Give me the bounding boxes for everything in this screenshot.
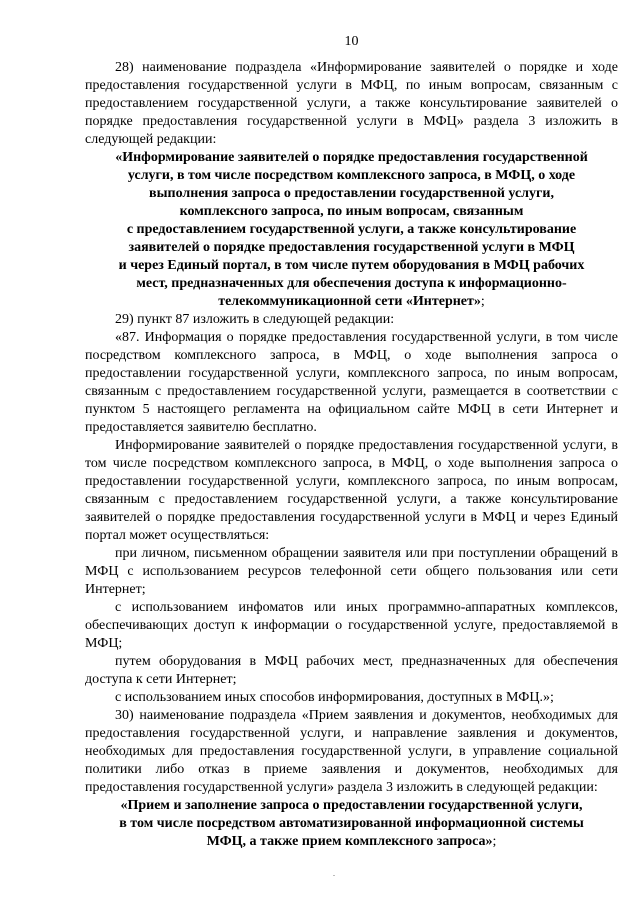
heading-line: заявителей о порядке предоставления государственной услуги в МФЦ <box>128 240 575 255</box>
paragraph-personal-appeal: при личном, письменном обращении заявителя или при поступлении обращений в МФЦ с использованием ресурсов телефонной сети общего пользования или сети Интернет; <box>85 546 618 597</box>
heading-line: выполнения запроса о предоставлении государственной услуги, <box>149 186 554 201</box>
heading-informing <box>85 149 618 311</box>
page-number: 10 <box>344 34 359 49</box>
paragraph-28: 28) наименование подраздела «Информирование заявителей о порядке и ходе предоставления государственной услуги в МФЦ, по иным вопросам, связанным с предоставлением государственной услуги, а также консультирование заявителей о порядке предоставления государственной услуги в МФЦ» раздела 3 изложить в следующей редакции: <box>85 60 618 147</box>
heading-line: с предоставлением государственной услуги, а также консультирование <box>126 222 577 237</box>
scan-speck <box>333 875 335 876</box>
heading-line: «Информирование заявителей о порядке предоставления государственной <box>115 150 588 165</box>
heading-line: в том числе посредством автоматизированной информационной системы <box>119 816 584 831</box>
heading-line: «Прием и заполнение запроса о предоставлении государственной услуги, <box>120 798 583 813</box>
heading-tail: ; <box>492 834 497 849</box>
heading-last-line <box>85 833 618 851</box>
paragraph-29: 29) пункт 87 изложить в следующей редакции: <box>115 312 395 327</box>
paragraph-workplaces: путем оборудования в МФЦ рабочих мест, предназначенных для обеспечения доступа к сети Интернет; <box>85 654 618 687</box>
heading-tail: ; <box>480 294 485 309</box>
paragraph-30: 30) наименование подраздела «Прием заявления и документов, необходимых для предоставления государственной услуги, и направление заявления и документов, необходимых для предоставления государственной услуги, в управление социальной политики либо отказ в приеме заявления и документов, необходимых для предоставления государственной услуги» раздела 3 изложить в следующей редакции: <box>85 708 618 795</box>
heading-line: комплексного запроса, по иным вопросам, связанным <box>179 204 524 219</box>
heading-reception <box>85 797 618 851</box>
heading-last-line <box>85 293 618 311</box>
heading-line: и через Единый портал, в том числе путем оборудования в МФЦ рабочих <box>118 258 585 273</box>
heading-line: телекоммуникационной сети «Интернет» <box>218 294 481 309</box>
paragraph-87: «87. Информация о порядке предоставления государственной услуги, в том числе посредством комплексного запроса, в МФЦ, о ходе выполнения запроса о предоставлении государственной услуги, комплексного запроса, по иным вопросам, связанным с предоставлением государственной услуги, размещается в соответствии с пунктом 5 настоящего регламента на официальном сайте МФЦ в сети Интернет и предоставляется заявителю бесплатно. <box>85 330 618 435</box>
paragraph-infomats: с использованием инфоматов или иных программно-аппаратных комплексов, обеспечивающих доступ к информации о государственной услуге, предоставляемой в МФЦ; <box>85 600 618 651</box>
heading-line: услуги, в том числе посредством комплексного запроса, в МФЦ, о ходе <box>127 168 576 183</box>
heading-line: мест, предназначенных для обеспечения доступа к информационно- <box>136 276 567 291</box>
heading-line: МФЦ, а также прием комплексного запроса» <box>206 834 493 849</box>
paragraph-informing: Информирование заявителей о порядке предоставления государственной услуги, в том числе посредством комплексного запроса, в МФЦ, о ходе выполнения запроса о предоставлении государственной услуги, комплексного запроса, по иным вопросам, связанным с предоставлением государственной услуги, а также консультирование заявителей о порядке предоставления государственной услуги в МФЦ и через Единый портал может осуществляться: <box>85 438 618 543</box>
paragraph-other-methods: с использованием иных способов информирования, доступных в МФЦ.»; <box>115 690 554 705</box>
document-page <box>85 33 618 851</box>
